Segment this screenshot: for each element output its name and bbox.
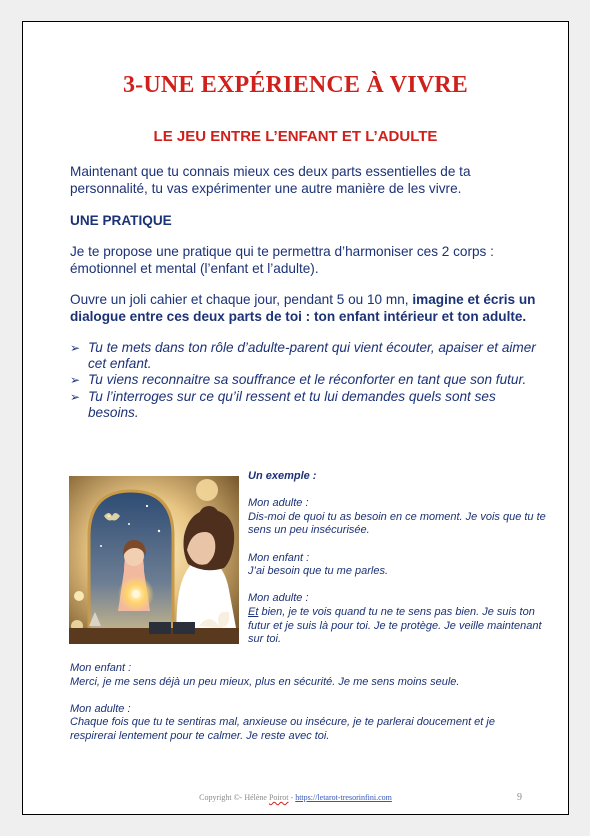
- dialogue-speaker: Mon enfant :: [70, 662, 132, 674]
- example-continued: [70, 662, 540, 744]
- page-number: 9: [517, 792, 522, 803]
- dialogue-speaker: Mon enfant :: [248, 551, 310, 564]
- dialogue-line: Merci, je me sens déjà un peu mieux, plus en sécurité. Je me sens moins seule.: [70, 675, 460, 688]
- practice-bullet-list: [70, 340, 540, 421]
- footer-copyright: Copyright ©- Hélène: [199, 793, 269, 802]
- mother-child-illustration: [69, 476, 239, 644]
- exercise-bold: imagine et écris un dialogue entre ces deux parts de toi : ton enfant intérieur et ton adulte.: [70, 292, 536, 324]
- arrow-bullet-icon: ➢: [70, 373, 81, 388]
- dialogue-line: Et bien, je te vois quand tu ne te sens pas bien. Je suis ton futur et je suis là pour toi. Je te protège. Je veille maintenant sur toi.: [248, 605, 542, 646]
- document-page: [22, 21, 569, 815]
- list-item: ➢ Tu viens reconnaitre sa souffrance et le réconforter en tant que son futur.: [70, 372, 527, 388]
- practice-paragraph: Je te propose une pratique qui te permettra d’harmoniser ces 2 corps : émotionnel et mental (l’enfant et l’adulte).: [70, 244, 494, 276]
- dialogue-speaker: Mon adulte :: [248, 497, 309, 510]
- page-title: 3-UNE EXPÉRIENCE À VIVRE: [122, 72, 469, 98]
- dialogue-line: J’ai besoin que tu me parles.: [248, 565, 389, 578]
- list-item: ➢ Tu te mets dans ton rôle d’adulte-parent qui vient écouter, apaiser et aimer cet enfant.: [70, 340, 536, 372]
- example-block: [248, 470, 548, 647]
- exercise-lead: Ouvre un joli cahier et chaque jour, pendant 5 ou 10 mn,: [70, 292, 413, 307]
- arrow-bullet-icon: ➢: [70, 389, 81, 404]
- arrow-bullet-icon: ➢: [70, 341, 81, 355]
- page-footer: Copyright ©- Hélène Poirot - https://letarot-tresorinfini.com: [199, 793, 392, 802]
- footer-website-link[interactable]: https://letarot-tresorinfini.com: [295, 793, 392, 802]
- example-heading: Un exemple :: [248, 470, 317, 482]
- footer-author: Poirot: [268, 793, 289, 802]
- section-subtitle: LE JEU ENTRE L’ENFANT ET L’ADULTE: [153, 128, 438, 145]
- intro-paragraph: Maintenant que tu connais mieux ces deux parts essentielles de ta personnalité, tu vas expérimenter une autre manière de les vivre.: [70, 164, 471, 196]
- practice-heading: UNE PRATIQUE: [70, 213, 172, 228]
- dialogue-line: Dis-moi de quoi tu as besoin en ce moment. Je vois que tu te sens un peu insécurisée.: [248, 510, 546, 537]
- exercise-paragraph: [70, 292, 540, 325]
- list-item: ➢ Tu l’interroges sur ce qu’il ressent et tu lui demandes quels sont ses besoins.: [70, 388, 496, 420]
- dialogue-speaker: Mon adulte :: [70, 702, 131, 715]
- dialogue-line: Chaque fois que tu te sentiras mal, anxieuse ou insécure, je te parlerai doucement et je respirerai lentement pour te calmer. Je reste avec toi.: [70, 716, 495, 742]
- dialogue-speaker: Mon adulte :: [248, 592, 309, 605]
